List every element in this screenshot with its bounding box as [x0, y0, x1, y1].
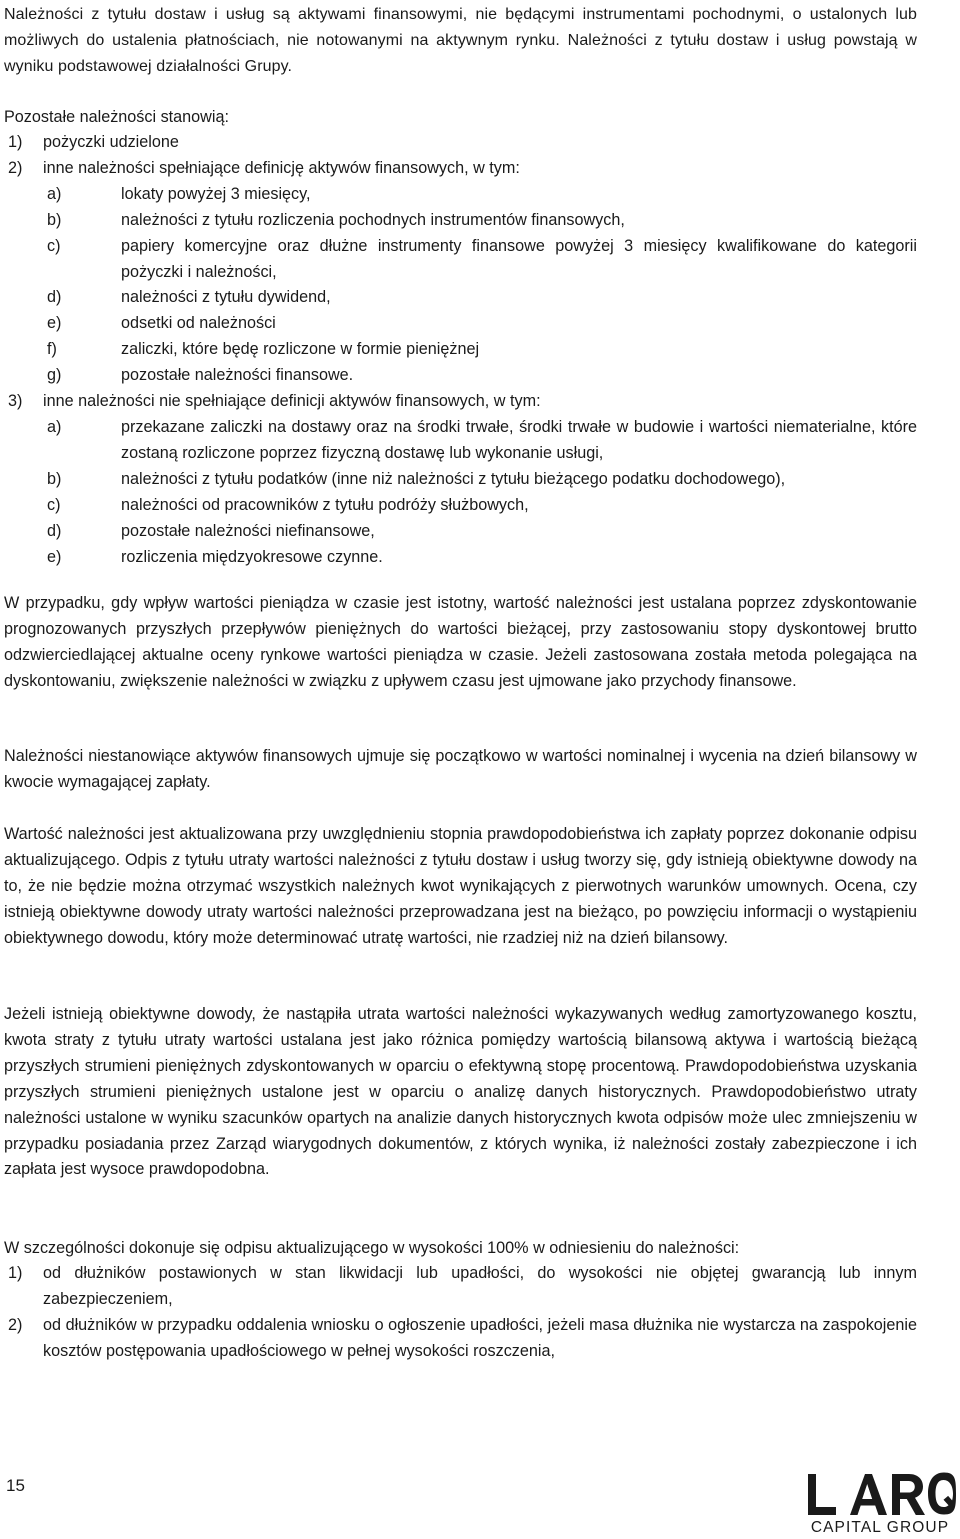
list-item-text: pożyczki udzielone [43, 133, 179, 151]
list-item-text: od dłużników postawionych w stan likwidacji lub upadłości, do wysokości nie objętej gwarancją lub innym zabezpieczeniem, [43, 1264, 917, 1308]
list-item-text: należności od pracowników z tytułu podróży służbowych, [121, 495, 529, 514]
sub-list-item [4, 545, 917, 571]
list-marker: e) [47, 547, 62, 566]
sub-list-item [4, 493, 917, 519]
impairment-paragraph: Wartość należności jest aktualizowana przy uwzględnieniu stopnia prawdopodobieństwa ich zapłaty poprzez dokonanie odpisu aktualizującego. Odpis z tytułu utraty wartości należności z tytułu dostaw i usług tworzy się, gdy istnieją obiektywne dowody na to, że nie będzie można otrzymać wszystkich należnych kwot wynikających z pierwotnych warunków umownych. Ocena, czy istnieją obiektywne dowody utraty wartości należności przeprowadzana jest na bieżąco, po powzięciu informacji o wystąpieniu obiektywnego dowodu, który może determinować utratę wartości, nie rzadziej niż na dzień bilansowy. [4, 825, 917, 947]
list-item-text: inne należności nie spełniające definicji aktywów finansowych, w tym: [43, 392, 541, 411]
list-item-text: pozostałe należności finansowe. [121, 366, 354, 385]
other-receivables-list [4, 130, 917, 570]
list-marker: d) [47, 521, 62, 540]
list-marker: f) [47, 340, 57, 359]
sub-list-item [4, 467, 917, 493]
list-marker: a) [47, 417, 62, 436]
list-marker: e) [47, 314, 62, 333]
full-writeoff-lead: W szczególności dokonuje się odpisu aktualizującego w wysokości 100% w odniesieniu do należności: [4, 1239, 740, 1257]
sub-list-item [4, 311, 917, 337]
sub-list-item [4, 285, 917, 311]
list-marker: 2) [8, 1315, 23, 1334]
page-number: 15 [6, 1476, 25, 1495]
sub-list-item [4, 337, 917, 363]
list-item [4, 1261, 917, 1313]
list-item-text: inne należności spełniające definicję aktywów finansowych, w tym: [43, 158, 520, 177]
list-marker: 3) [8, 392, 23, 411]
list-item-text: papiery komercyjne oraz dłużne instrumenty finansowe powyżej 3 miesięcy kwalifikowane do kategorii pożyczki i należności, [121, 236, 917, 281]
impairment-evidence-paragraph: Jeżeli istnieją obiektywne dowody, że nastąpiła utrata wartości należności wykazywanych według zamortyzowanego kosztu, kwota straty z tytułu utraty wartości ustalana jest jako różnica pomiędzy wartością bilansową aktywa i wartością bieżącą przyszłych strumieni pieniężnych zdyskontowanych w oparciu o efektywną stopę procentową. Prawdopodobieństwa uzyskania przyszłych strumieni pieniężnych ustalone jest w oparciu o analizę danych historycznych. Prawdopodobieństwo utraty należności ustalone w wyniku szacunków opartych na analizie danych historycznych kwota odpisów może ulec zmniejszeniu w przypadku posiadania przez Zarząd wiarygodnych dokumentów, z których wynika, iż należności zostały zabezpieczone i ich zapłata jest wysoce prawdopodobna. [4, 1005, 917, 1179]
list-marker: b) [47, 469, 62, 488]
list-marker: 1) [8, 1264, 23, 1282]
list-marker: c) [47, 495, 61, 514]
sub-list-item [4, 415, 917, 467]
sub-list-item [4, 208, 917, 234]
list-item-text: zaliczki, które będę rozliczone w formie pieniężnej [121, 340, 480, 359]
logo-mark [808, 1473, 956, 1516]
list-item-text: odsetki od należności [121, 314, 276, 333]
list-item-text: należności z tytułu dywidend, [121, 288, 331, 307]
sub-list-item [4, 234, 917, 286]
list-item [4, 156, 917, 182]
full-writeoff-list [4, 1261, 917, 1365]
discounting-paragraph: W przypadku, gdy wpływ wartości pieniądza w czasie jest istotny, wartość należności jest ustalana poprzez zdyskontowanie prognozowanych przyszłych przepływów pieniężnych do wartości bieżącej, przy zastosowaniu stopy dyskontowej brutto odzwierciedlającej aktualne oceny rynkowe wartości pieniądza w czasie. Jeżeli zastosowana została metoda polegająca na dyskontowaniu, zwiększenie należności w związku z upływem czasu jest ujmowane jako przychody finansowe. [4, 594, 917, 690]
larq-capital-group-logo [806, 1470, 956, 1536]
list-marker: 2) [8, 158, 23, 177]
list-item [4, 1313, 917, 1365]
intro-paragraph: Należności z tytułu dostaw i usług są aktywami finansowymi, nie będącymi instrumentami pochodnymi, o ustalonych lub możliwych do ustalenia płatnościach, nie notowanymi na aktywnym rynku. Należności z tytułu dostaw i usług powstają w wyniku podstawowej działalności Grupy. [4, 6, 917, 75]
list-item-text: przekazane zaliczki na dostawy oraz na środki trwałe, środki trwałe w budowie i wartości niematerialne, które zostaną rozliczone poprzez fizyczną dostawę lub wykonanie usługi, [121, 417, 917, 462]
list-marker: g) [47, 366, 62, 385]
list-item-text: rozliczenia międzyokresowe czynne. [121, 547, 383, 566]
sub-list-item [4, 182, 917, 208]
list-marker: 1) [8, 133, 23, 151]
list-marker: c) [47, 236, 61, 255]
list-marker: d) [47, 288, 62, 307]
list-item-text: należności z tytułu podatków (inne niż należności z tytułu bieżącego podatku dochodowego), [121, 469, 786, 488]
sub-list-item [4, 363, 917, 389]
list-item-text: lokaty powyżej 3 miesięcy, [121, 184, 311, 203]
list-item-text: od dłużników w przypadku oddalenia wniosku o ogłoszenie upadłości, jeżeli masa dłużnika nie wystarcza na zaspokojenie kosztów postępowania upadłościowego w pełnej wysokości roszczenia, [43, 1315, 917, 1360]
list-item-text: pozostałe należności niefinansowe, [121, 521, 375, 540]
non-financial-receivables-paragraph: Należności niestanowiące aktywów finansowych ujmuje się początkowo w wartości nominalnej i wycenia na dzień bilansowy w kwocie wymagającej zapłaty. [4, 747, 917, 791]
other-receivables-lead: Pozostałe należności stanowią: [4, 108, 229, 126]
list-marker: b) [47, 210, 62, 229]
logo-tagline: CAPITAL GROUP [810, 1519, 950, 1536]
list-item [4, 389, 917, 415]
list-item [4, 130, 917, 156]
sub-list-item [4, 519, 917, 545]
list-item-text: należności z tytułu rozliczenia pochodnych instrumentów finansowych, [121, 210, 625, 229]
list-marker: a) [47, 184, 62, 203]
